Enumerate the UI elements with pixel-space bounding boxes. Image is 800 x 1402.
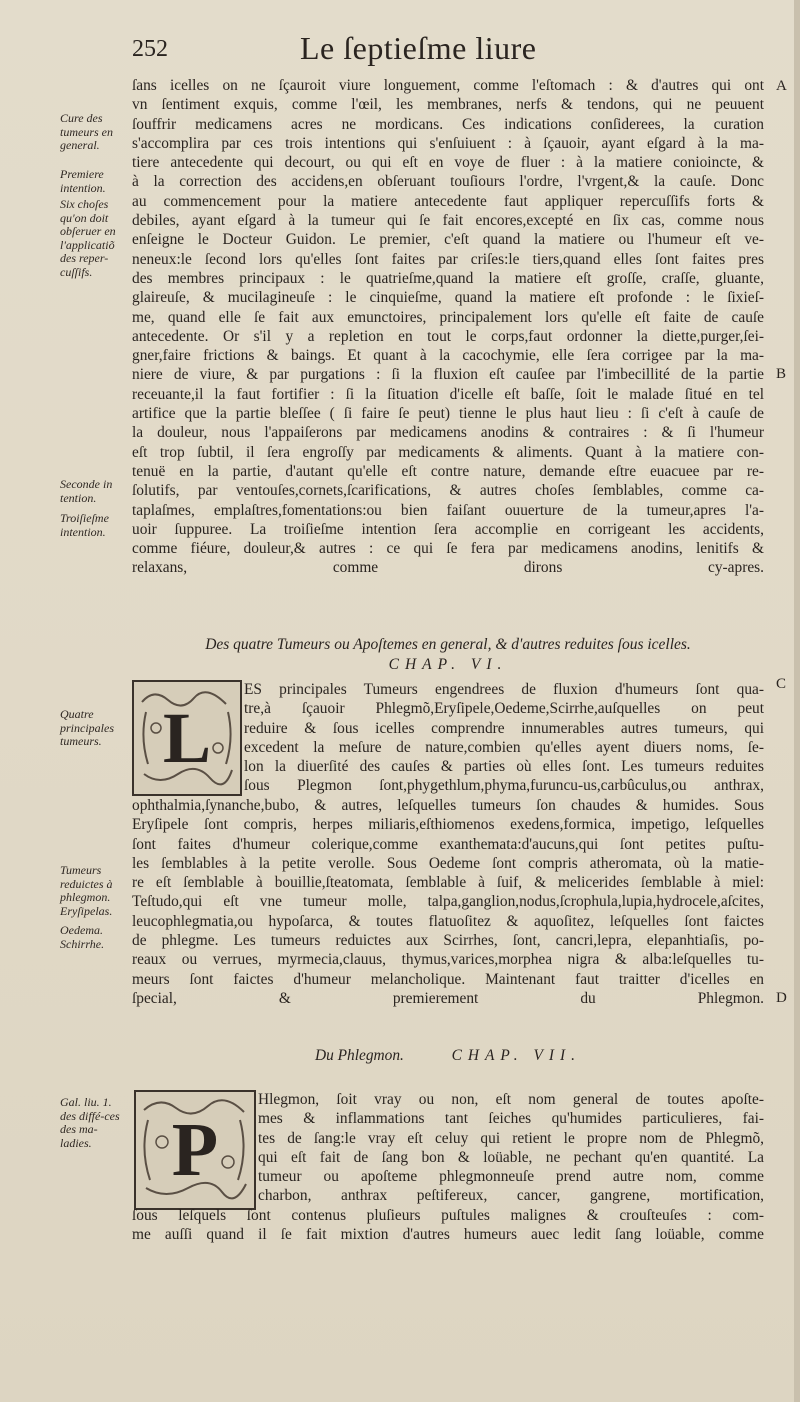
text-line: tumeur ou apoſteme phlegmonneuſe prend autre nom, comme: [258, 1168, 764, 1186]
text-line: de phlegme. Les tumeurs reduictes aux Scirrhes, ſont, cancri,lepra, elepanhtiaſis, po-: [132, 932, 764, 950]
text-line: re eſt ſemblable à bouillie,ſteatomata, ſemblable à ſuif, & melicerides ſemblable à miel:: [132, 874, 764, 892]
chapter-6-body: [132, 796, 764, 1008]
text-line: uoir ſuppuree. La troiſieſme intention ſera accomplie en corrigeant les accidents,: [132, 520, 764, 538]
text-line: meurs ſont faictes d'humeur melancholique. Maintenant faut traitter d'icelles en: [132, 970, 764, 988]
text-line: niere de viure, & par purgations : ſi la fluxion eſt cauſee par l'imbecillité de la partie: [132, 366, 764, 384]
running-title: Le ſeptieſme liure: [300, 30, 537, 66]
margin-note-seconde: Seconde in tention.: [60, 477, 113, 505]
text-line: charbon, anthrax peſtifereux, cancer, gangrene, mortification,: [258, 1187, 764, 1205]
text-line: ſpecial, & premierement du Phlegmon.: [132, 989, 764, 1007]
margin-letter-a: A: [776, 78, 787, 94]
margin-note-oedema: Oedema. Schirrhe.: [60, 923, 105, 951]
chapter-6-dropcap: [132, 680, 242, 796]
text-line: tes de ſang:le vray eſt celuy qui retient le propre nom de Phlegmõ,: [258, 1129, 764, 1147]
text-line: eſt trop ſubtil, il ſera engroſſy par medicaments & aliments. Quant à la matiere con-: [132, 443, 764, 461]
margin-letter-c: C: [776, 676, 787, 692]
text-line: leucophlegmatia,ou hypoſarca, & toutes flatuoſitez & aquoſitez, leſquelles ſont faictes: [132, 912, 764, 930]
page-gutter: [794, 0, 800, 1402]
text-line: la douleur, nous l'appaiſerons par medicamens anodins & contraires : & ſi l'humeur: [132, 424, 764, 442]
text-line: ſouffrir medicamens acres ne mordicans. Ces indications conſiderees, la curation: [132, 115, 764, 133]
text-line: me, quand elle ſe fait aux emunctoires, principalement lors qu'elle eſt faite de cauſe: [132, 308, 764, 326]
text-line: antecedente. Or s'il y a repletion en tout le corps,faut ordonner la diette,purger,ſei-: [132, 327, 764, 345]
margin-letter-d: D: [776, 990, 787, 1006]
chapter-7-body: [132, 1206, 764, 1245]
text-line: comme fiéure, douleur,& autres : ce qui ſe fera par medicamens anodins, lenitifs &: [132, 540, 764, 558]
text-line: enſeigne le Docteur Guidon. Le premier, c'eſt quand la matiere ou l'humeur eſt ve-: [132, 231, 764, 249]
text-line: Eryſipele ſont compris, herpes miliaris,eſthiomenos exedens,formica, impetigo, leſquelles: [132, 816, 764, 834]
text-line: les ſemblables à la petite verolle. Sous Oedeme ſont compris atheromata, où la matie-: [132, 854, 764, 872]
text-line: artifice que la partie bleſſee ( ſi faire ſe peut) tienne le plus haut lieu : ſi c'eſt à cauſe de: [132, 405, 764, 423]
text-line: qui eſt fait de ſang bon & loüable, ne pechant qu'en quantité. La: [258, 1148, 764, 1166]
chapter-7-heading-row: [132, 1046, 764, 1065]
text-line: glaireuſe, & mucilagineuſe : le cinquieſme, quand la matiere eſt profonde : le ſixieſ-: [132, 289, 764, 307]
text-line: taplaſmes, emplaſtres,fomentations:ou bien faiſant ouuerture de la tumeur,apres l'a-: [132, 501, 764, 519]
text-line: ſont faites d'humeur colerique,comme exanthemata:d'aucuns,qui ſont petites puſtu-: [132, 835, 764, 853]
text-line: au commencement pour la matiere antecedente faut appliquer repercuſſifs forts &: [132, 192, 764, 210]
text-line: ES principales Tumeurs engendrees de fluxion d'humeurs ſont qua-: [244, 681, 764, 698]
text-line: Hlegmon, ſoit vray ou non, eſt nom general de toutes apoſte-: [258, 1091, 764, 1108]
paragraph-continuation: [132, 76, 764, 578]
text-line: relaxans, comme dirons cy-apres.: [132, 559, 764, 577]
text-line: ſous Plegmon ſont,phygethlum,phyma,furuncu-us,carbûculus,ou anthrax,: [244, 777, 764, 795]
text-line: me auſſi quand il ſe fait mixtion d'autres humeurs auec ledit ſang loüable, comme: [132, 1226, 764, 1244]
text-line: ſous leſquels ſont contenus pluſieurs puſtules malignes & crouſteuſes : com-: [132, 1207, 764, 1224]
chapter-6-heading: Des quatre Tumeurs ou Apoſtemes en general, & d'autres reduites ſous icelles.: [205, 636, 691, 653]
text-line: ophthalmia,ſynanche,bubo, & autres, leſquelles tumeurs ſon chaudes & humides. Sous: [132, 797, 764, 814]
text-line: ſolutifs, par ventouſes,cornets,ſcarifications, & autres choſes ſemblables, comme ca-: [132, 482, 764, 500]
margin-note-cure: Cure des tumeurs en general.: [60, 111, 113, 152]
text-line: des membres principaux : le quatrieſme,quand la matiere eſt groſſe, craſſe, gluante,: [132, 269, 764, 287]
chapter-7-heading: Du Phlegmon.: [314, 1047, 404, 1064]
text-line: tiere antecedente qui decourt, ou qui eſt en voye de fluer : à la matiere conioincte, &: [132, 154, 764, 172]
margin-note-six-choses: Six choſes qu'on doit obſeruer en l'applicatiõ des reper-cuſſifs.: [60, 197, 116, 279]
chapter-7-dropcap: [134, 1090, 256, 1210]
text-line: mes & inflammations tant ſeiches qu'humides particulieres, fai-: [258, 1110, 764, 1128]
margin-note-gal: Gal. liu. 1. des diffé-ces des ma-ladies.: [60, 1095, 120, 1150]
text-line: vn ſentiment exquis, comme l'œil, les membranes, nerfs & tendons, qui ne peuuent: [132, 96, 764, 114]
text-line: excedent la meſure de nature,combien qu'elles ayent diuers noms, ſe-: [244, 738, 764, 756]
text-line: tre,à ſçauoir Phlegmõ,Eryſipele,Oedeme,Scirrhe,auſquelles on peut: [244, 700, 764, 718]
chapter-6-intro: [244, 680, 764, 796]
chapter-6-number: CHAP. VI.: [388, 656, 508, 673]
dropcap-letter: P: [171, 1107, 219, 1192]
dropcap-letter: L: [162, 697, 212, 778]
text-line: lon la diuerſité des cauſes & parties où elles ſont. Les tumeurs reduites: [244, 758, 764, 776]
text-line: ſans icelles on ne ſçauroit viure longuement, comme l'eſtomach : & d'autres qui ont: [132, 77, 764, 94]
text-line: gner,faire frictions & baings. Et quant à la cacochymie, elle ſera corrigee par la ma-: [132, 347, 764, 365]
chapter-7-intro: [258, 1090, 764, 1206]
text-line: reduire & ſous icelles comprendre innumerables autres tumeurs, qui: [244, 719, 764, 737]
chapter-7-number: CHAP. VII.: [451, 1047, 582, 1064]
margin-note-premiere: Premiere intention.: [60, 167, 106, 195]
text-line: debiles, ayant eſgard à la tumeur qui ſe fait encores,excepté en ſix cas, comme nous: [132, 212, 764, 230]
margin-note-tumeurs-reduictes: Tumeurs reduictes à phlegmon. Eryſipelas.: [60, 863, 113, 918]
page-number: 252: [132, 36, 168, 62]
margin-letter-b: B: [776, 366, 787, 382]
text-line: receuante,il la faut fortifier : ſi la ſituation d'icelle eſt baſſe, ſoit le malade ſitué en tel: [132, 385, 764, 403]
margin-note-quatre: Quatre principales tumeurs.: [60, 707, 114, 748]
margin-note-troisieme: Troiſieſme intention.: [60, 511, 109, 539]
page-header: [0, 30, 800, 80]
text-line: à la correction des accidens,en obſeruant touſiours l'ordre, l'vrgent,& la cauſe. Donc: [132, 173, 764, 191]
text-line: Teſtudo,qui eſt vne tumeur molle, talpa,ganglion,nodus,ſcrophula,lupia,hydrocele,aſcites,: [132, 893, 764, 911]
text-line: s'accomplira par ces trois intentions qui s'enſuiuent : à ſçauoir, ayant eſgard à la ma-: [132, 134, 764, 152]
text-line: neneux:le ſecond lors qu'elles ſont faites par criſes:le tiers,quand elles ſont faites pres: [132, 250, 764, 268]
text-line: tenuë en la partie, d'autant qu'elle eſt contre nature, demande eſtre euacuee par re-: [132, 462, 764, 480]
text-line: reaux ou verrues, myrmecia,clauus, thymus,varices,morphea nigra & alba:leſquelles tu-: [132, 951, 764, 969]
